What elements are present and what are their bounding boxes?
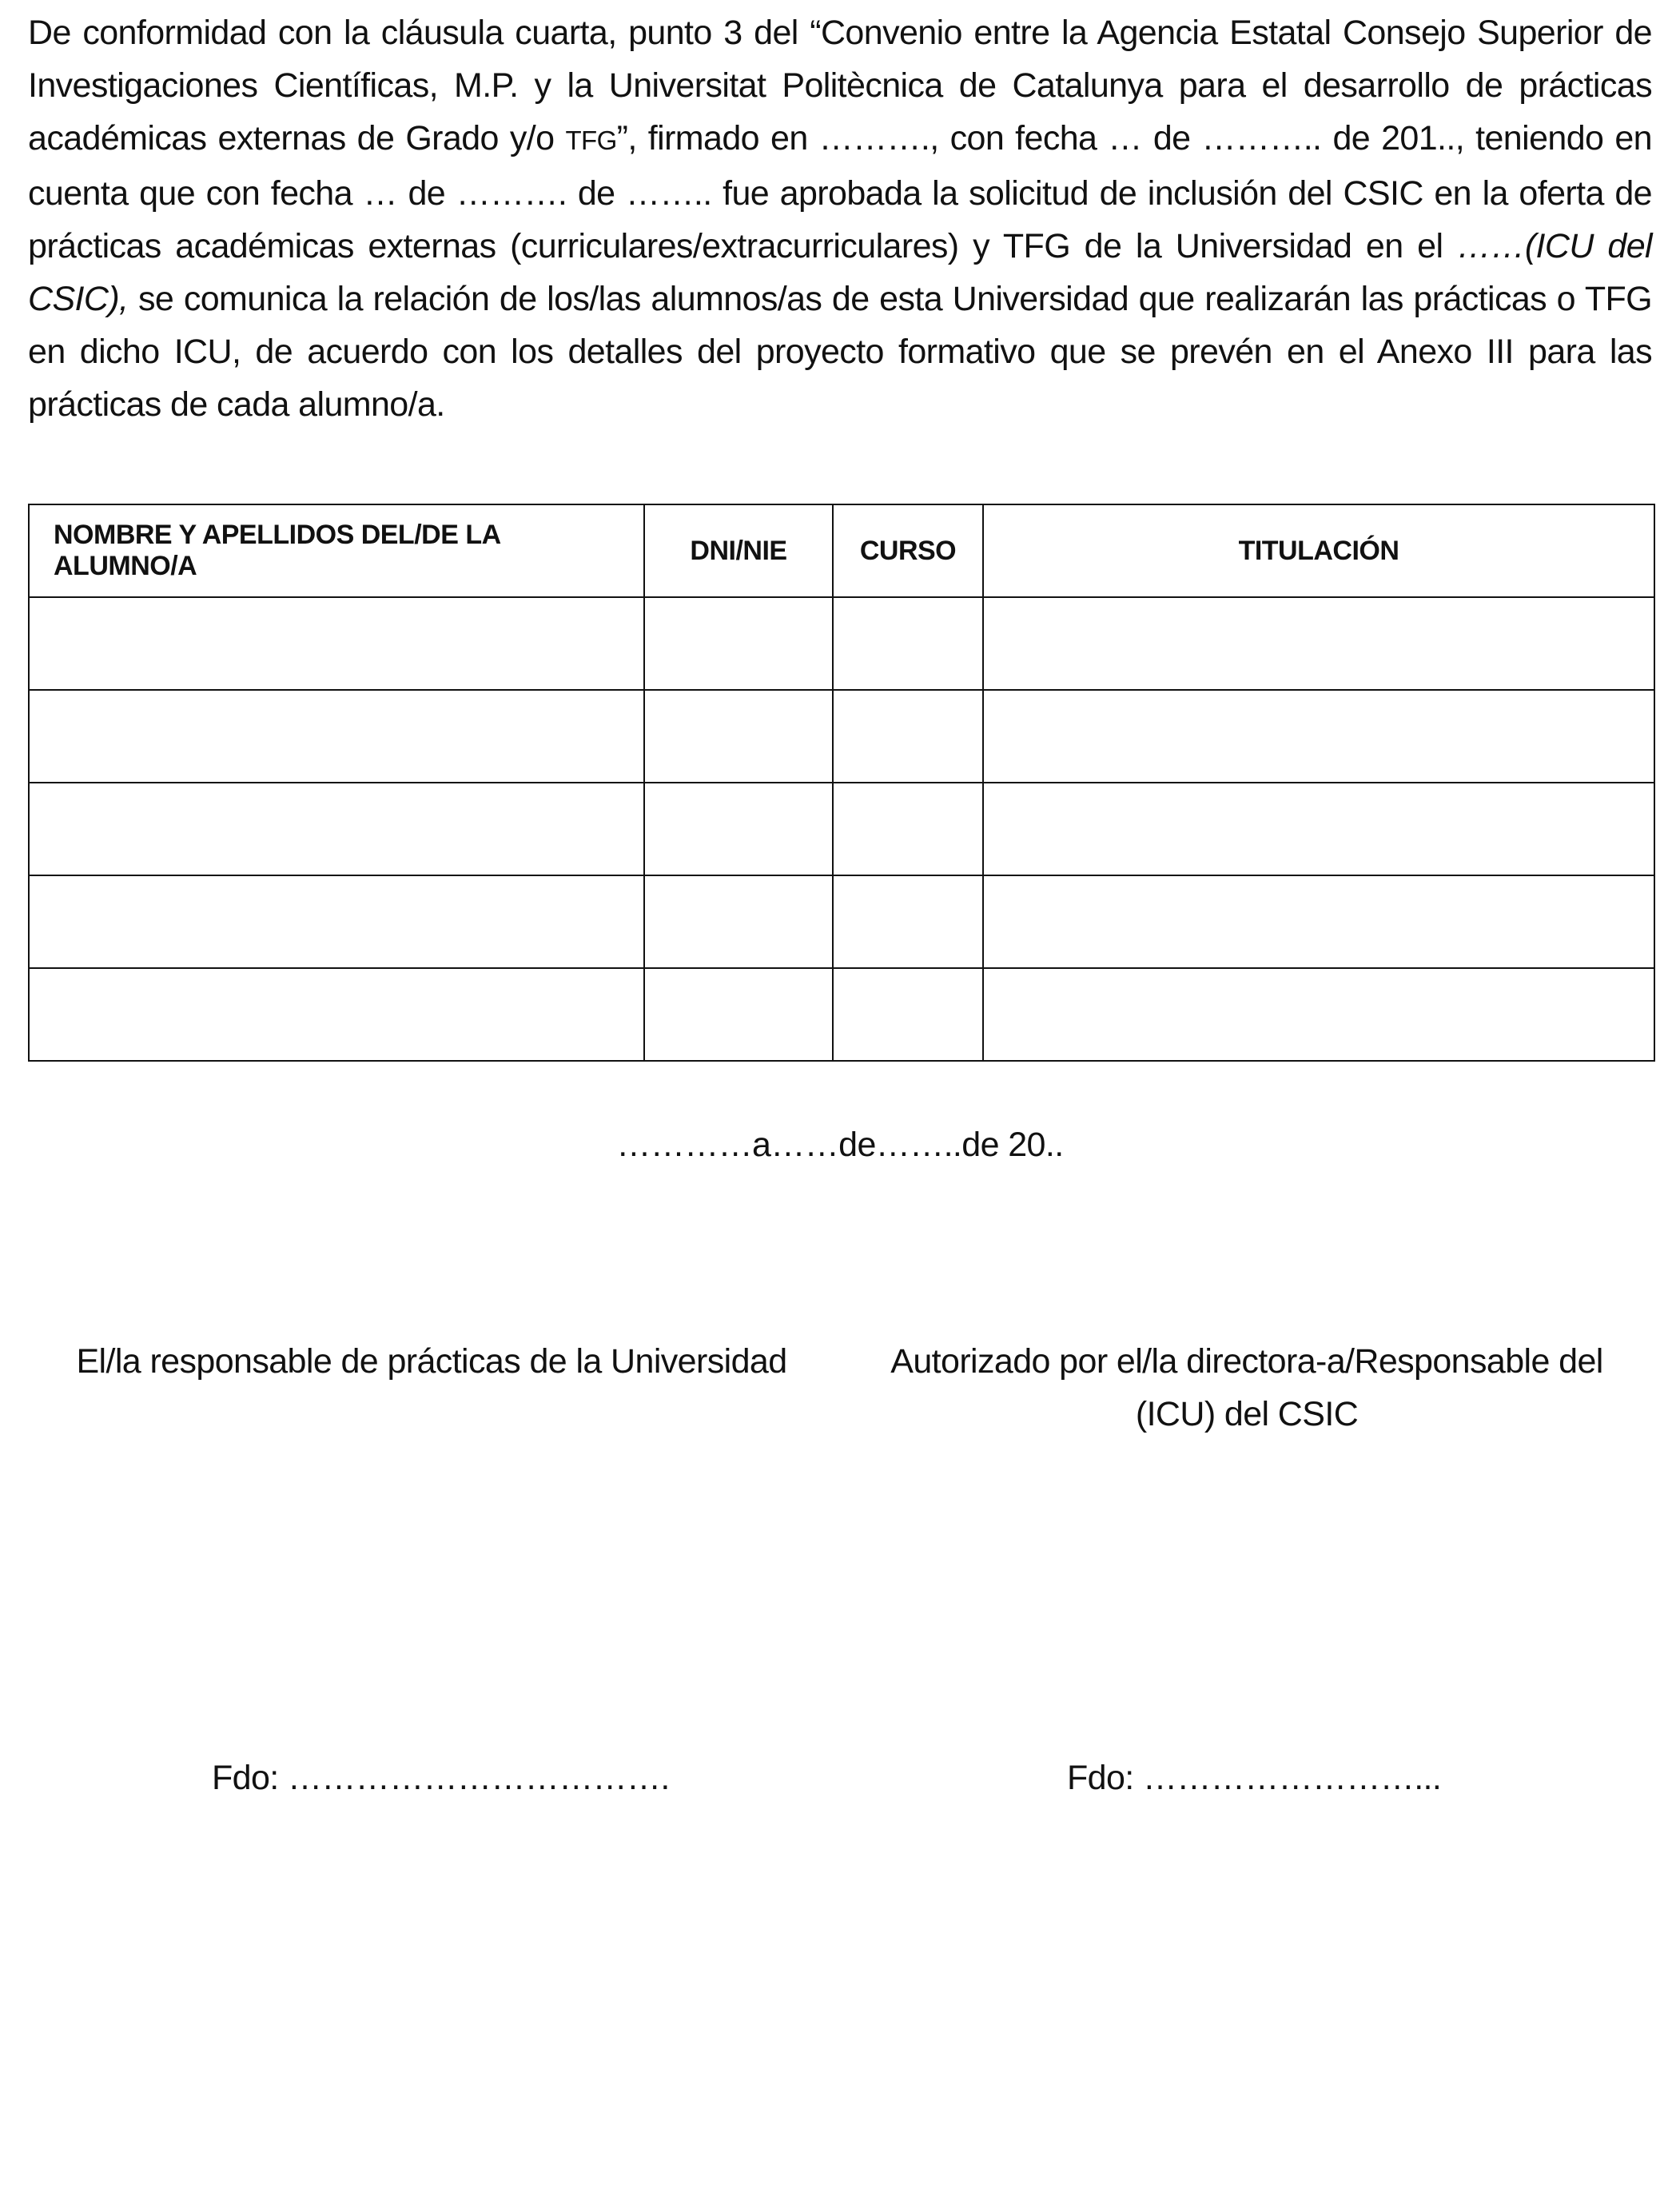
cell-nombre[interactable] [29, 968, 644, 1061]
cell-nombre[interactable] [29, 690, 644, 783]
cell-nombre[interactable] [29, 597, 644, 690]
cell-titulacion[interactable] [983, 597, 1654, 690]
intro-text-part2: ”, firmado en ………., con fecha … de ……….. de 201.., teniendo en cuenta que con fecha … de ………. de …….. fue aprobada la solicitud de inclusión del CSIC en la oferta de prácticas académicas externas (curriculares/extracurriculares) y TFG de la Universidad en el [28, 119, 1652, 265]
cell-nombre[interactable] [29, 783, 644, 875]
place-date-line: …………a……de……..de 20.. [616, 1126, 1064, 1164]
cell-titulacion[interactable] [983, 968, 1654, 1061]
cell-curso[interactable] [833, 783, 983, 875]
cell-titulacion[interactable] [983, 783, 1654, 875]
cell-curso[interactable] [833, 875, 983, 968]
cell-dni[interactable] [644, 875, 833, 968]
table-row [29, 690, 1654, 783]
intro-text-tfg: TFG [565, 126, 617, 155]
header-titulacion: TITULACIÓN [983, 504, 1654, 597]
cell-dni[interactable] [644, 597, 833, 690]
signature-block-csic [863, 1335, 1630, 1441]
header-dni-nie: DNI/NIE [644, 504, 833, 597]
signature-title-university: El/la responsable de prácticas de la Universidad [76, 1342, 787, 1381]
cell-titulacion[interactable] [983, 690, 1654, 783]
cell-curso[interactable] [833, 690, 983, 783]
table-header-row [29, 504, 1654, 597]
cell-curso[interactable] [833, 597, 983, 690]
signature-title-csic-line2: (ICU) del CSIC [1135, 1395, 1359, 1433]
cell-curso[interactable] [833, 968, 983, 1061]
intro-text-part3: se comunica la relación de los/las alumnos/as de esta Universidad que realizarán las prácticas o TFG en dicho ICU, de acuerdo con los detalles del proyecto formativo que se prevén en el Anexo III para las prácticas de cada alumno/a. [28, 280, 1652, 424]
signature-title-csic-line1: Autorizado por el/la directora-a/Responsable del [890, 1342, 1603, 1381]
intro-text-part1: De conformidad con la cláusula cuarta, punto 3 del “Convenio entre la Agencia Estatal Consejo Superior de Investigaciones Científicas, M.P. y la Universitat Politècnica de Catalunya para el desarrollo de prácticas académicas externas de Grado y/o [28, 14, 1652, 157]
table-row [29, 597, 1654, 690]
intro-paragraph [28, 6, 1652, 431]
table-row [29, 968, 1654, 1061]
table-row [29, 783, 1654, 875]
cell-dni[interactable] [644, 968, 833, 1061]
cell-titulacion[interactable] [983, 875, 1654, 968]
signature-line-csic: Fdo: ……………………... [1067, 1759, 1442, 1797]
cell-nombre[interactable] [29, 875, 644, 968]
cell-dni[interactable] [644, 783, 833, 875]
signature-line-university: Fdo: ……………………………. [212, 1759, 670, 1797]
intro-text-icu: ……(ICU del CSIC), [28, 227, 1652, 318]
cell-dni[interactable] [644, 690, 833, 783]
students-table [28, 504, 1655, 1062]
signature-block-university [48, 1335, 815, 1388]
header-curso: CURSO [833, 504, 983, 597]
header-nombre-apellidos: NOMBRE Y APELLIDOS DEL/DE LA ALUMNO/A [29, 504, 644, 597]
table-row [29, 875, 1654, 968]
